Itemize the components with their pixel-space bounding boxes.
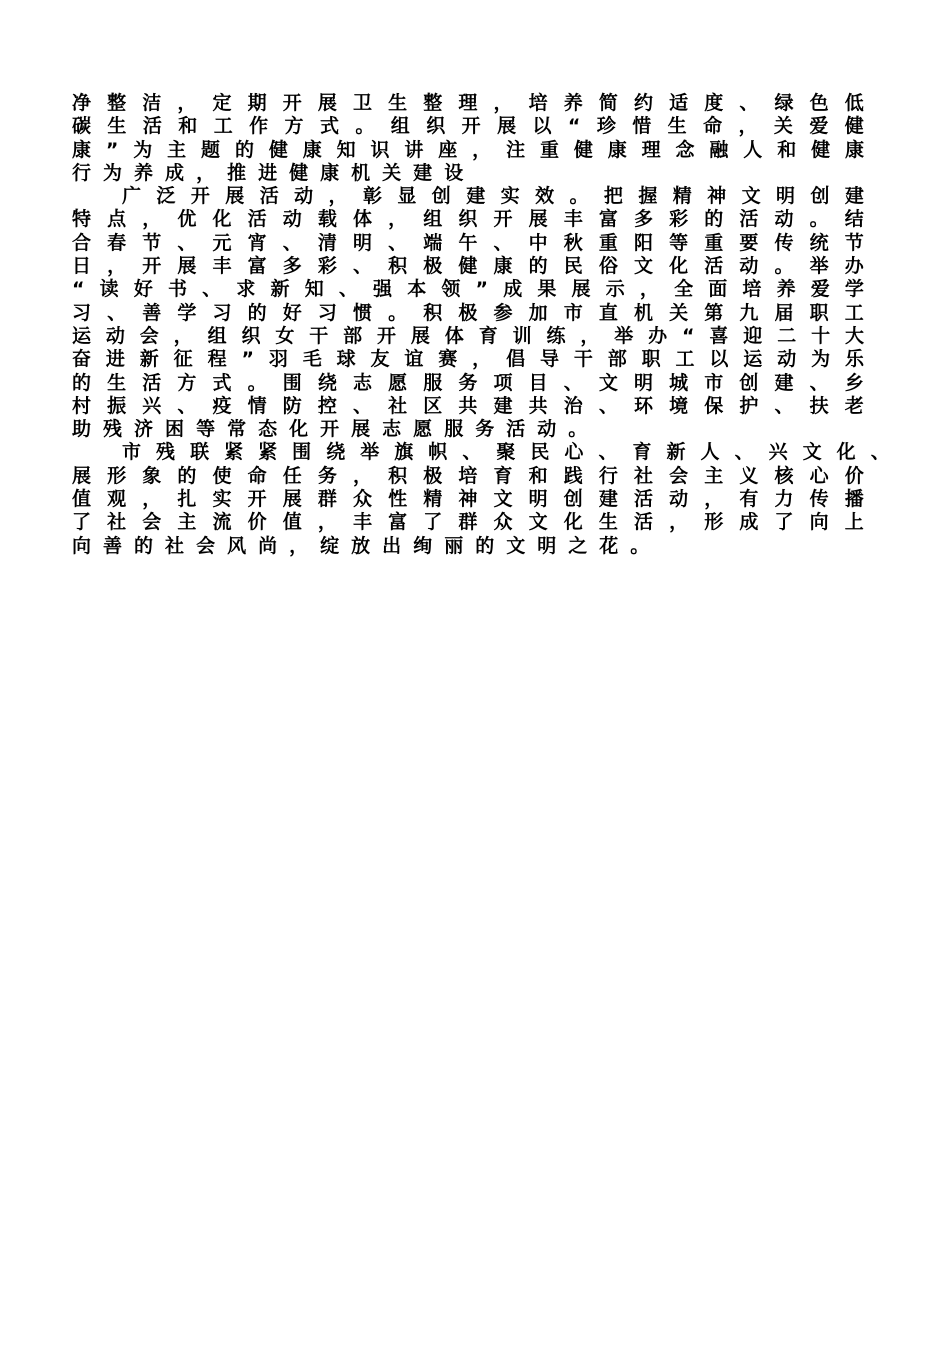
text-line: 向 善 的 社 会 风 尚 ， 绽 放 出 绚 丽 的 文 明 之 花 。: [72, 534, 662, 557]
body-text: [72, 92, 902, 558]
text-line: 助 残 济 困 等 常 态 化 开 展 志 愿 服 务 活 动 。: [72, 418, 600, 441]
text-line: 的 生 活 方 式 。 围 绕 志 愿 服 务 项 目 、 文 明 城 市 创 建 、 乡: [72, 371, 864, 394]
text-line: 奋 进 新 征 程 ” 羽 毛 球 友 谊 赛 ， 倡 导 干 部 职 工 以 运 动 为 乐: [72, 348, 864, 371]
text-line: 康 ” 为 主 题 的 健 康 知 识 讲 座 ， 注 重 健 康 理 念 融 人 和 健 康: [72, 138, 864, 161]
text-line: 展 形 象 的 使 命 任 务 ， 积 极 培 育 和 践 行 社 会 主 义 核 心 价: [72, 464, 864, 487]
text-line: 行 为 养 成 ， 推 进 健 康 机 关 建 设: [72, 161, 476, 184]
text-line: 碳 生 活 和 工 作 方 式 。 组 织 开 展 以 “ 珍 惜 生 命 ， 关 爱 健: [72, 115, 864, 138]
text-line: 净 整 洁 ， 定 期 开 展 卫 生 整 理 ， 培 养 简 约 适 度 、 绿 色 低: [72, 92, 864, 114]
text-line: 了 社 会 主 流 价 值 ， 丰 富 了 群 众 文 化 生 活 ， 形 成 了 向 上: [72, 511, 864, 534]
text-line: 合 春 节 、 元 宵 、 清 明 、 端 午 、 中 秋 重 阳 等 重 要 传 统 节: [72, 231, 864, 254]
text-line: 运 动 会 ， 组 织 女 干 部 开 展 体 育 训 练 ， 举 办 “ 喜 迎 二 十 大: [72, 324, 864, 347]
text-line: 市 残 联 紧 紧 围 绕 举 旗 帜 、 聚 民 心 、 育 新 人 、 兴 文 化 、: [122, 441, 890, 464]
text-line: 村 振 兴 、 疫 情 防 控 、 社 区 共 建 共 治 、 环 境 保 护 、 扶 老: [72, 394, 864, 417]
text-line: 习 、 善 学 习 的 好 习 惯 。 积 极 参 加 市 直 机 关 第 九 届 职 工: [72, 301, 864, 324]
text-line: 特 点 ， 优 化 活 动 载 体 ， 组 织 开 展 丰 富 多 彩 的 活 动 。 结: [72, 208, 864, 231]
text-line: 值 观 ， 扎 实 开 展 群 众 性 精 神 文 明 创 建 活 动 ， 有 力 传 播: [72, 488, 864, 511]
text-line: “ 读 好 书 、 求 新 知 、 强 本 领 ” 成 果 展 示 ， 全 面 培 养 爱 学: [72, 278, 864, 301]
text-line: 广 泛 开 展 活 动 ， 彰 显 创 建 实 效 。 把 握 精 神 文 明 创 建: [122, 185, 864, 208]
text-line: 日 ， 开 展 丰 富 多 彩 、 积 极 健 康 的 民 俗 文 化 活 动 。 举 办: [72, 255, 864, 278]
